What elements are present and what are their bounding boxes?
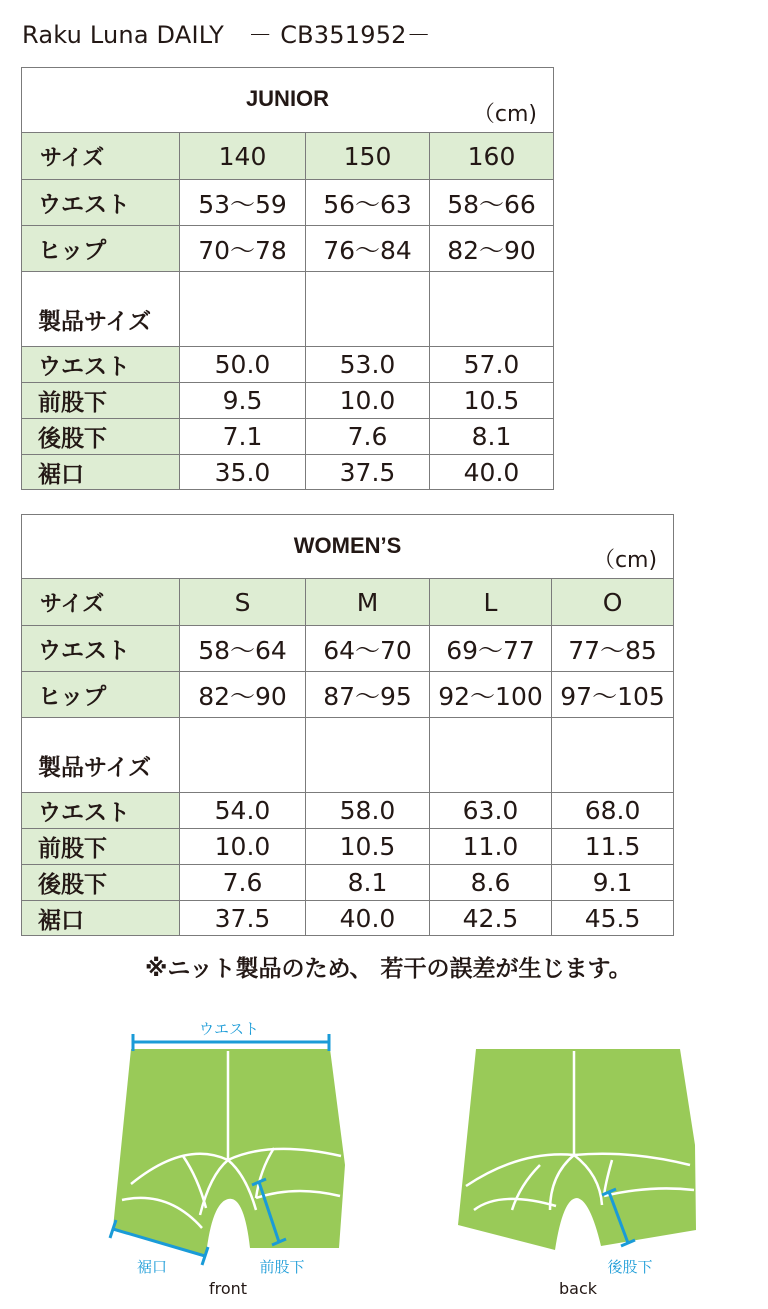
table-row <box>22 347 554 383</box>
row-label: ヒップ <box>22 226 180 272</box>
front-garment <box>113 1049 345 1255</box>
size-row <box>22 579 674 626</box>
cell-value: 53.0 <box>306 347 430 383</box>
cell-value: 42.5 <box>430 901 552 936</box>
cell-value: 56〜63 <box>306 180 430 226</box>
front-rise-label: 前股下 <box>259 1258 305 1276</box>
back-garment <box>458 1049 696 1250</box>
cell-value: 50.0 <box>180 347 306 383</box>
table-row <box>22 455 554 490</box>
cell-value: 97〜105 <box>552 672 674 718</box>
row-label: 裾口 <box>22 901 180 936</box>
cell-value: 76〜84 <box>306 226 430 272</box>
table-row <box>22 226 554 272</box>
row-label: ヒップ <box>22 672 180 718</box>
cell-value: 58〜66 <box>430 180 554 226</box>
size-value: M <box>306 579 430 626</box>
back-rise-label: 後股下 <box>607 1258 653 1276</box>
cell-value: 58〜64 <box>180 626 306 672</box>
cell-value: 69〜77 <box>430 626 552 672</box>
size-value: S <box>180 579 306 626</box>
waist-label: ウエスト <box>198 1020 260 1038</box>
cell-value: 54.0 <box>180 793 306 829</box>
row-label: 前股下 <box>22 383 180 419</box>
cell-value: 45.5 <box>552 901 674 936</box>
knit-tolerance-note: ※ニット製品のため、 若干の誤差が生じます。 <box>145 956 632 982</box>
womens-table-header <box>22 515 674 579</box>
cell-value: 37.5 <box>306 455 430 490</box>
product-size-label: 製品サイズ <box>22 272 180 347</box>
size-value: 150 <box>306 133 430 180</box>
size-label: サイズ <box>22 579 180 626</box>
product-size-header-row <box>22 272 554 347</box>
junior-heading: JUNIOR <box>245 86 330 111</box>
row-label: 前股下 <box>22 829 180 865</box>
table-row <box>22 626 674 672</box>
cell-value: 87〜95 <box>306 672 430 718</box>
cell-value: 77〜85 <box>552 626 674 672</box>
cell-value: 9.5 <box>180 383 306 419</box>
size-row <box>22 133 554 180</box>
womens-size-table <box>21 514 674 936</box>
cell-value: 10.0 <box>306 383 430 419</box>
product-size-header-row <box>22 718 674 793</box>
cell-value: 37.5 <box>180 901 306 936</box>
size-label: サイズ <box>22 133 180 180</box>
cell-value: 92〜100 <box>430 672 552 718</box>
row-label: 後股下 <box>22 865 180 901</box>
cell-value: 10.0 <box>180 829 306 865</box>
cell-value: 7.6 <box>306 419 430 455</box>
junior-size-table <box>21 67 554 490</box>
row-label: ウエスト <box>22 626 180 672</box>
cell-value: 82〜90 <box>180 672 306 718</box>
row-label: 後股下 <box>22 419 180 455</box>
cell-value: 68.0 <box>552 793 674 829</box>
table-row <box>22 901 674 936</box>
row-label: ウエスト <box>22 793 180 829</box>
cell-value: 10.5 <box>306 829 430 865</box>
table-row <box>22 672 674 718</box>
row-label: ウエスト <box>22 347 180 383</box>
measurement-diagram <box>0 1000 768 1305</box>
cell-value: 7.6 <box>180 865 306 901</box>
table-row <box>22 180 554 226</box>
cell-value: 11.0 <box>430 829 552 865</box>
cell-value: 70〜78 <box>180 226 306 272</box>
cell-value: 58.0 <box>306 793 430 829</box>
cell-value: 40.0 <box>430 455 554 490</box>
table-row <box>22 383 554 419</box>
cell-value: 40.0 <box>306 901 430 936</box>
cell-value: 7.1 <box>180 419 306 455</box>
cell-value: 35.0 <box>180 455 306 490</box>
cell-value: 8.6 <box>430 865 552 901</box>
womens-heading: WOMEN’S <box>293 533 402 558</box>
back-caption: back <box>558 1279 598 1298</box>
cell-value: 82〜90 <box>430 226 554 272</box>
row-label: 裾口 <box>22 455 180 490</box>
cell-value: 10.5 <box>430 383 554 419</box>
junior-table-header <box>22 68 554 133</box>
product-size-label: 製品サイズ <box>22 718 180 793</box>
table-row <box>22 829 674 865</box>
cell-value: 8.1 <box>430 419 554 455</box>
cell-value: 64〜70 <box>306 626 430 672</box>
cell-value: 8.1 <box>306 865 430 901</box>
junior-unit: （cm) <box>472 102 537 127</box>
hem-label: 裾口 <box>136 1258 168 1276</box>
product-title: Raku Luna DAILY － CB351952－ <box>22 21 431 49</box>
cell-value: 11.5 <box>552 829 674 865</box>
table-row <box>22 865 674 901</box>
size-value: 160 <box>430 133 554 180</box>
size-value: 140 <box>180 133 306 180</box>
size-value: O <box>552 579 674 626</box>
womens-unit: （cm) <box>592 548 658 573</box>
front-caption: front <box>208 1279 248 1298</box>
table-row <box>22 419 554 455</box>
row-label: ウエスト <box>22 180 180 226</box>
cell-value: 53〜59 <box>180 180 306 226</box>
cell-value: 57.0 <box>430 347 554 383</box>
table-row <box>22 793 674 829</box>
cell-value: 9.1 <box>552 865 674 901</box>
size-value: L <box>430 579 552 626</box>
cell-value: 63.0 <box>430 793 552 829</box>
